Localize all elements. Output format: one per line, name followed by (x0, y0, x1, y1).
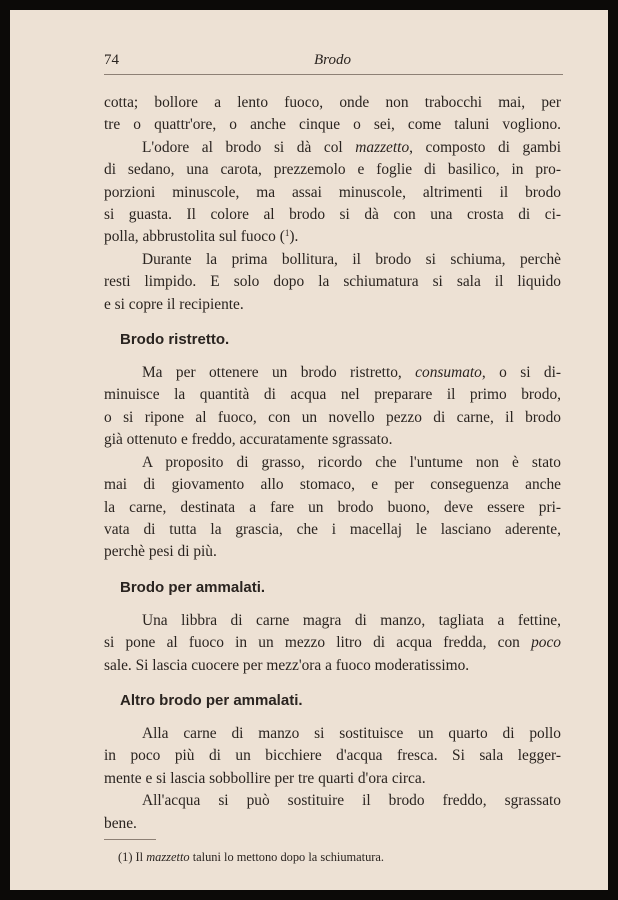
footnote-marker: (1) Il (118, 850, 147, 864)
paragraph (104, 362, 561, 452)
text-line: All'acqua si può sostituire il brodo freddo, sgrassato (142, 792, 561, 810)
paragraph (104, 137, 561, 249)
text-line: cotta; bollore a lento fuoco, onde non trabocchi mai, per (104, 94, 561, 111)
paragraph (104, 723, 561, 790)
body-text (104, 92, 561, 835)
footnote-text: taluni lo mettono dopo la schiumatura. (189, 850, 385, 864)
text-line: mente e si lascia sobbollire per tre quarti d'ora circa. (104, 769, 426, 787)
text-line (104, 137, 561, 159)
text-line: Alla carne di manzo si sostituisce un quarto di pollo (142, 724, 561, 742)
paragraph (104, 249, 561, 316)
text-fragment: si pone al fuoco in un mezzo litro di acqua fredda, con (104, 634, 532, 652)
section-heading: Brodo per ammalati. (120, 578, 266, 596)
italic-term: poco (531, 634, 561, 652)
footnote-rule (104, 839, 156, 840)
italic-term: mazzetto (355, 138, 410, 156)
text-fragment: , o si di- (481, 364, 561, 382)
header-rule (104, 74, 563, 75)
text-fragment: polla, abbrustolita sul fuoco (104, 228, 280, 246)
text-line: la carne, destinata a fare un brodo buono, deve essere pri- (104, 498, 561, 516)
paragraph (104, 610, 561, 677)
text-line: già ottenuto e freddo, accuratamente sgrassato. (104, 431, 393, 449)
text-line: perchè pesi di più. (104, 543, 217, 561)
text-line: in poco più di un bicchiere d'acqua fresca. Si sala legger- (104, 747, 561, 765)
text-line: di sedano, una carota, prezzemolo e foglie di basilico, in pro- (104, 161, 561, 179)
text-line: resti limpido. E solo dopo la schiumatura si sala il liquido (104, 273, 561, 291)
text-fragment: Ma per ottenere un brodo ristretto, (142, 364, 416, 382)
text-line: e si copre il recipiente. (104, 295, 244, 313)
text-line: minuisce la quantità di acqua nel preparare il primo brodo, (104, 386, 561, 404)
text-line: tre o quattr'ore, o anche cinque o sei, come taluni vogliono. (104, 116, 561, 134)
text-line (104, 632, 561, 654)
section-heading: Brodo ristretto. (120, 331, 230, 349)
paragraph (104, 452, 561, 564)
book-page (10, 10, 608, 890)
text-line: Durante la prima bollitura, il brodo si schiuma, perchè (142, 250, 561, 268)
italic-term: mazzetto (146, 850, 190, 864)
footnote-ref: 1 (284, 228, 290, 239)
section-heading: Altro brodo per ammalati. (120, 691, 303, 709)
text-line: si guasta. Il colore al brodo si dà con una crosta di ci- (104, 206, 561, 224)
text-line: o si ripone al fuoco, con un novello pezzo di carne, il brodo (104, 408, 561, 426)
text-line: vata di tutta la grascia, che i macellaj le lasciano aderente, (104, 520, 561, 538)
text-line: A proposito di grasso, ricordo che l'untume non è stato (142, 453, 561, 471)
text-fragment: L'odore al brodo si dà col (142, 138, 356, 156)
paragraph (104, 790, 561, 835)
running-title: Brodo (314, 52, 351, 68)
page-number: 74 (104, 52, 119, 68)
text-line: sale. Si lascia cuocere per mezz'ora a fuoco moderatissimo. (104, 656, 470, 674)
text-line: polla, abbrustolita sul fuoco ($^1$). (104, 228, 299, 246)
text-line: mai di giovamento allo stomaco, e per conseguenza anche (104, 476, 561, 494)
paragraph (104, 92, 561, 137)
page-header (104, 52, 561, 72)
text-line: bene. (104, 814, 137, 832)
text-line: porzioni minuscole, ma assai minuscole, altrimenti il brodo (104, 183, 561, 201)
text-line (104, 362, 561, 384)
footnote (118, 849, 561, 865)
text-fragment: , composto di gambi (409, 138, 561, 156)
text-line: Una libbra di carne magra di manzo, tagliata a fettine, (142, 611, 561, 629)
italic-term: consumato (415, 364, 482, 382)
